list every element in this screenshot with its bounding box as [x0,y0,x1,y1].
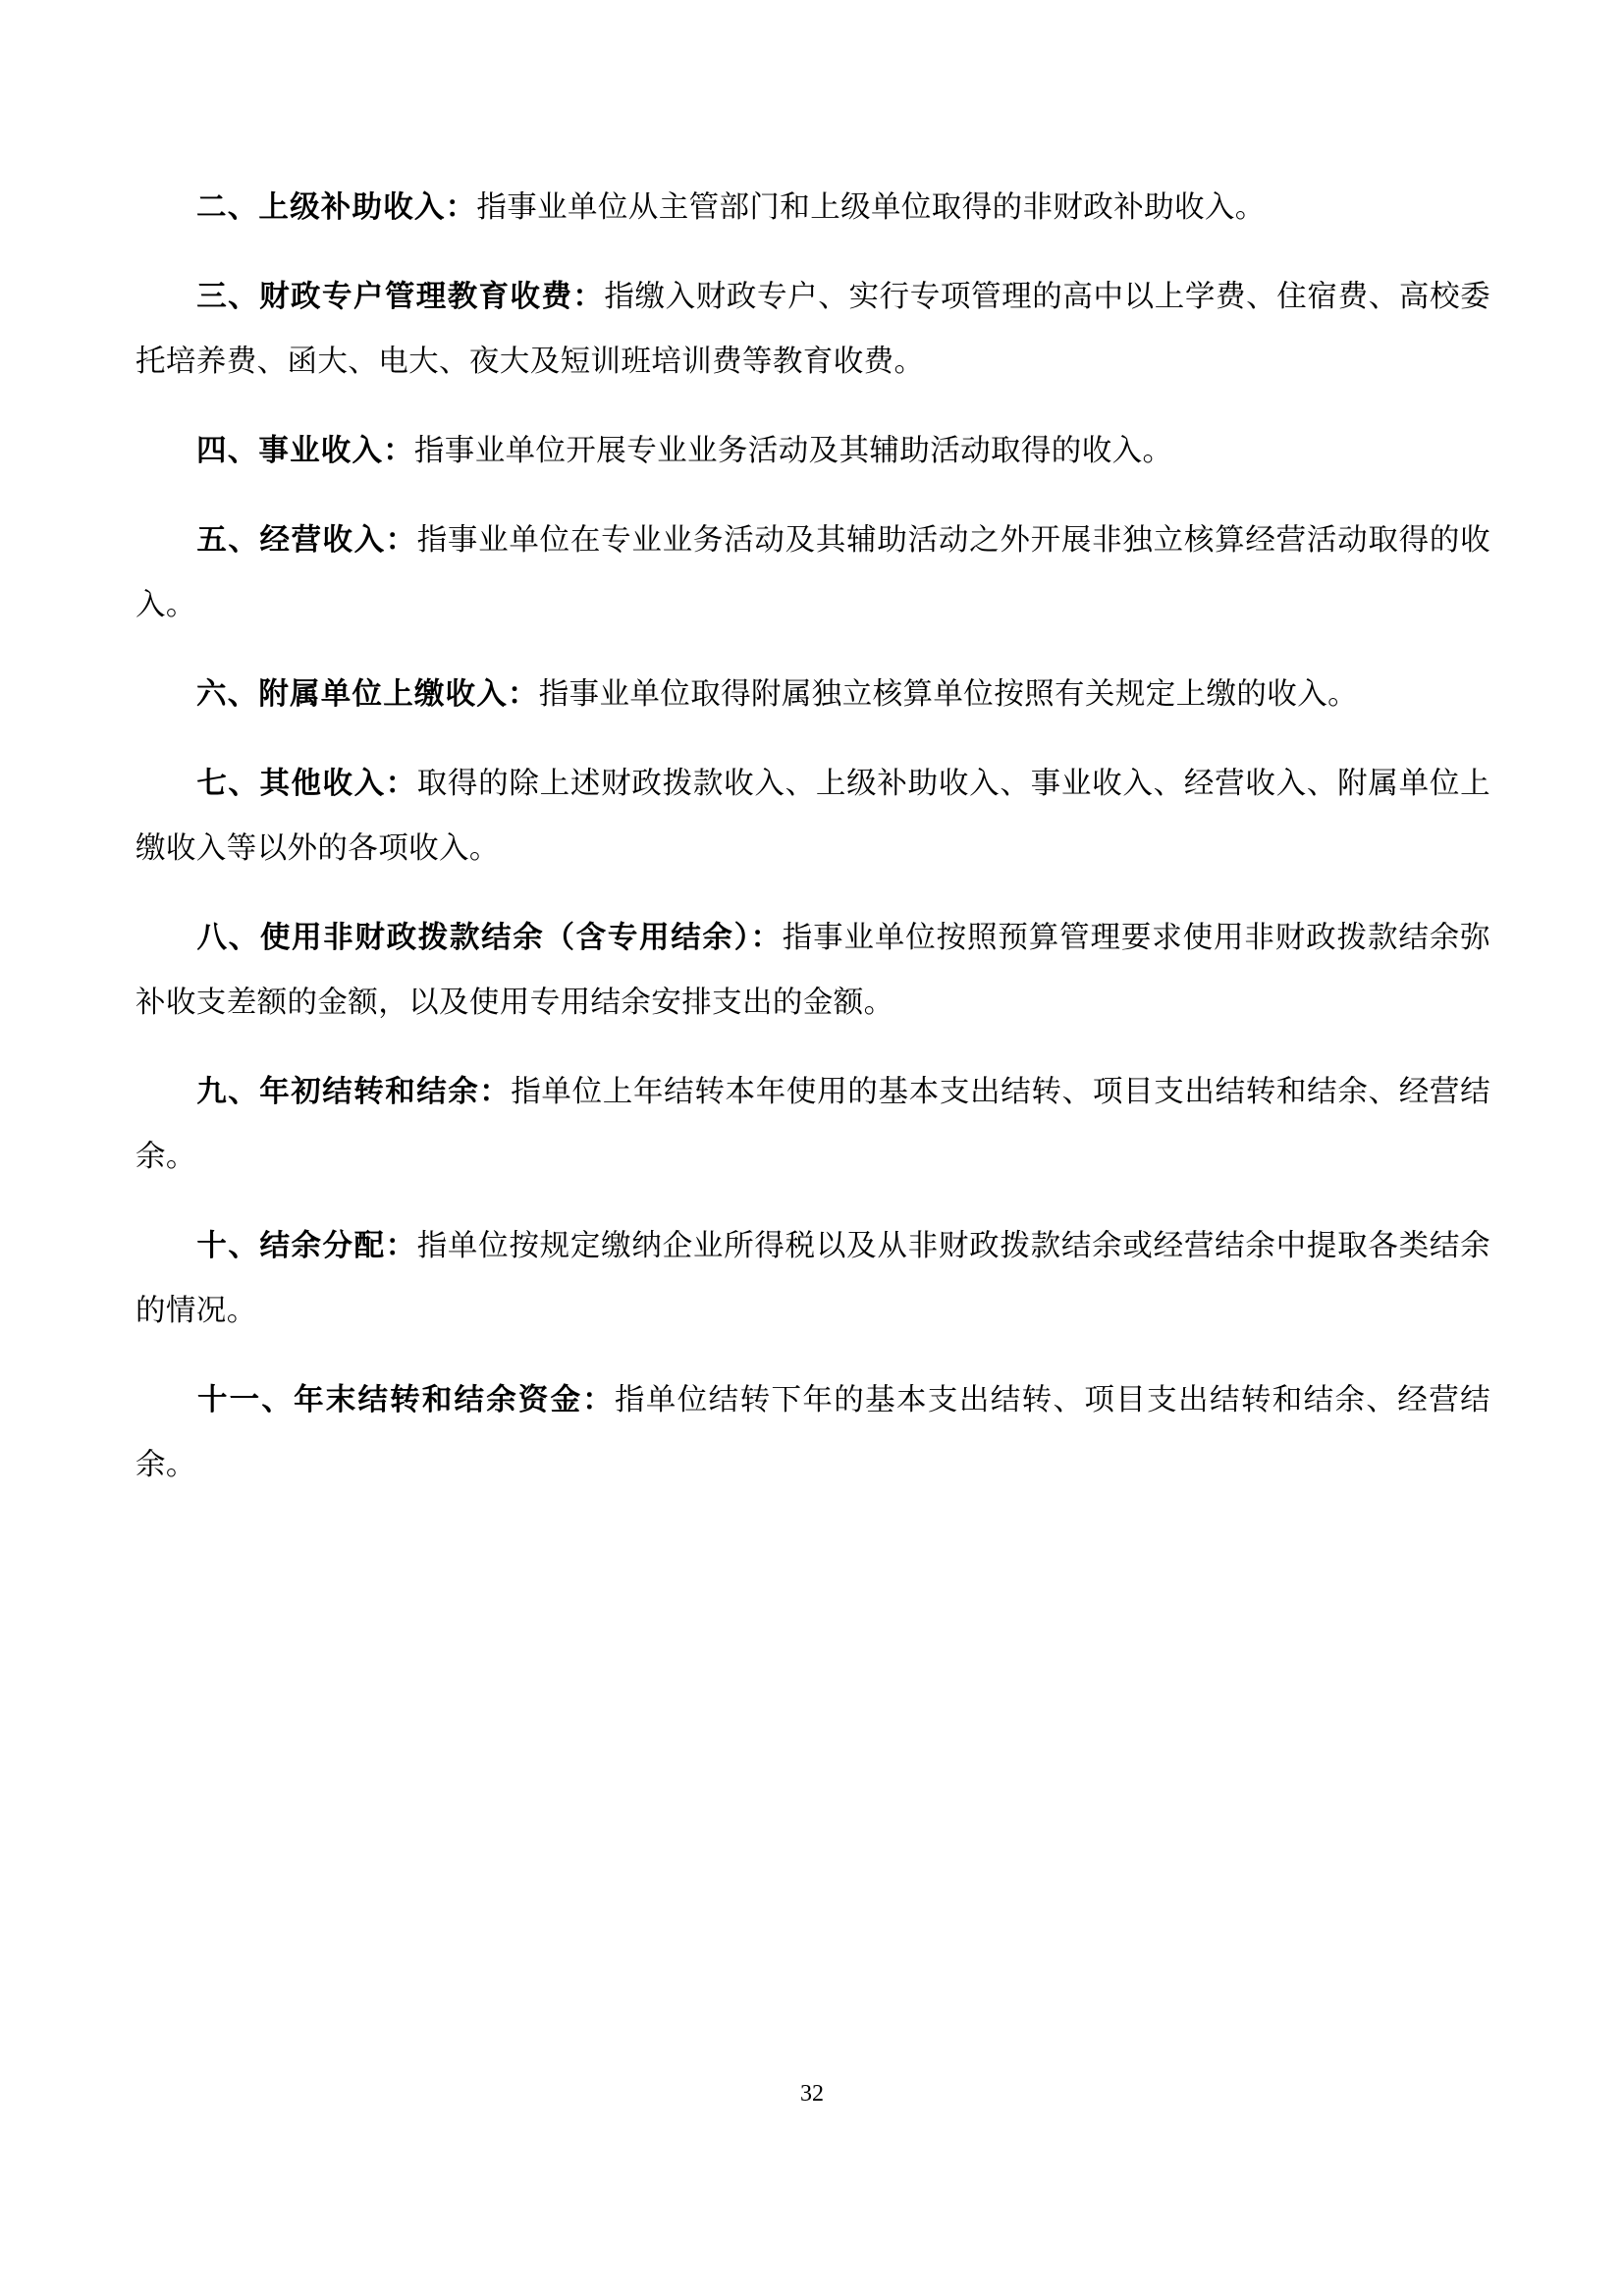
paragraph-item-10 [135,1213,1490,1343]
paragraph-text: 指缴入财政专户、实行专项管理的高中以上学费、住宿费、高校委托培养费、函大、电大、夜大及短训班培训费等教育收费。 [135,280,1490,378]
paragraph-item-3 [135,264,1490,394]
paragraph-lead: 五、经营收入： [196,523,417,557]
paragraph-lead: 二、上级补助收入： [196,190,477,224]
paragraph-item-9 [135,1059,1490,1189]
paragraph-item-4 [135,418,1490,483]
paragraph-text: 指事业单位在专业业务活动及其辅助活动之外开展非独立核算经营活动取得的收入。 [135,523,1490,621]
paragraph-text: 指事业单位按照预算管理要求使用非财政拨款结余弥补收支差额的金额，以及使用专用结余安排支出的金额。 [135,921,1490,1019]
paragraph-item-6 [135,662,1490,726]
paragraph-text: 取得的除上述财政拨款收入、上级补助收入、事业收入、经营收入、附属单位上缴收入等以外的各项收入。 [135,767,1490,865]
paragraph-item-8 [135,905,1490,1035]
paragraph-text: 指单位按规定缴纳企业所得税以及从非财政拨款结余或经营结余中提取各类结余的情况。 [135,1229,1490,1327]
paragraph-item-5 [135,507,1490,637]
paragraph-text: 指事业单位取得附属独立核算单位按照有关规定上缴的收入。 [538,677,1359,711]
paragraph-lead: 七、其他收入： [196,767,417,800]
document-body [135,175,1490,1522]
paragraph-lead: 九、年初结转和结余： [196,1075,512,1108]
paragraph-text: 指单位结转下年的基本支出结转、项目支出结转和结余、经营结余。 [135,1383,1490,1481]
paragraph-text: 指事业单位从主管部门和上级单位取得的非财政补助收入。 [476,190,1266,224]
paragraph-lead: 六、附属单位上缴收入： [196,677,539,711]
paragraph-item-11 [135,1367,1490,1497]
paragraph-item-2 [135,175,1490,240]
paragraph-lead: 十一、年末结转和结余资金： [196,1383,615,1416]
paragraph-text: 指单位上年结转本年使用的基本支出结转、项目支出结转和结余、经营结余。 [135,1075,1490,1173]
paragraph-item-7 [135,751,1490,881]
paragraph-text: 指事业单位开展专业业务活动及其辅助活动取得的收入。 [413,434,1173,467]
paragraph-lead: 八、使用非财政拨款结余（含专用结余）： [196,921,783,954]
page-number: 32 [800,2081,824,2107]
paragraph-lead: 四、事业收入： [196,434,414,467]
paragraph-lead: 三、财政专户管理教育收费： [196,280,605,313]
paragraph-lead: 十、结余分配： [196,1229,417,1262]
